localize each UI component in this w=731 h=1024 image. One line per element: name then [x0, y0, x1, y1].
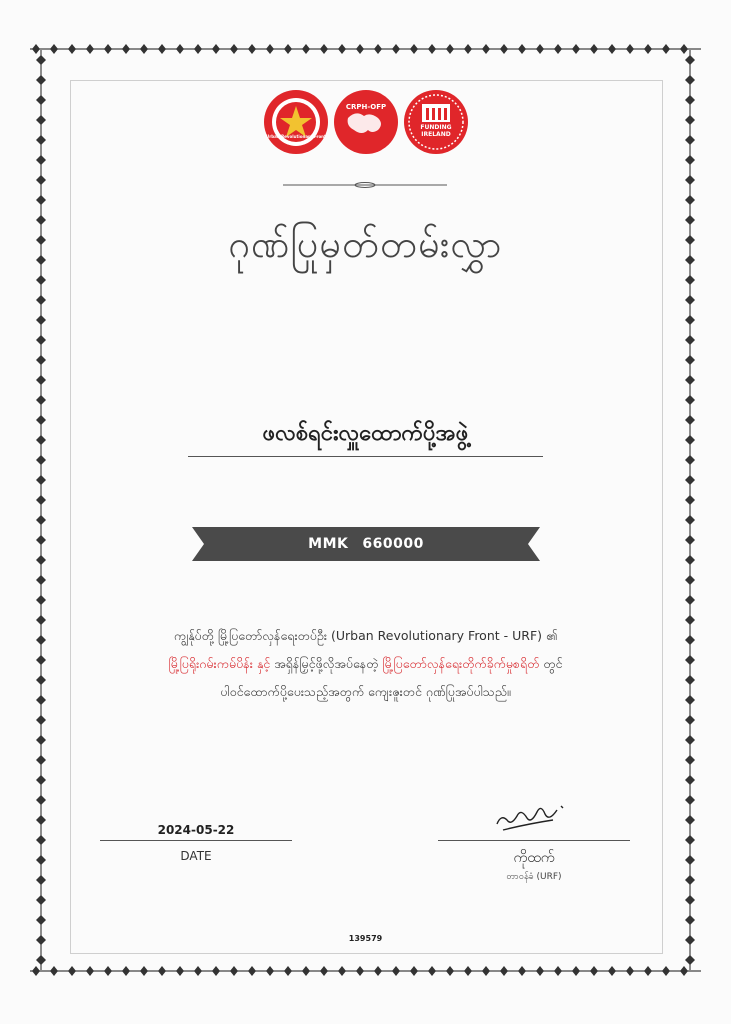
border-diamond: [685, 655, 695, 665]
border-diamond: [248, 44, 256, 54]
border-diamond: [428, 966, 436, 976]
border-diamond: [36, 735, 46, 745]
border-diamond: [36, 875, 46, 885]
border-diamond: [104, 966, 112, 976]
amount-currency: MMK: [308, 536, 349, 552]
border-diamond: [685, 275, 695, 285]
border-diamond: [685, 915, 695, 925]
border-diamond: [572, 44, 580, 54]
signer-name: ကိုထက်: [513, 850, 555, 866]
border-diamond: [608, 44, 616, 54]
border-diamond: [500, 44, 508, 54]
campaign-name: မြို့ပြရိုးဂမ်းကမ်ပိန်း နှင့်: [168, 656, 271, 671]
border-diamond: [36, 455, 46, 465]
border-diamond: [685, 315, 695, 325]
border-diamond: [194, 966, 202, 976]
border-diamond: [685, 375, 695, 385]
border-diamond: [266, 44, 274, 54]
border-diamond: [338, 966, 346, 976]
border-diamond: [284, 44, 292, 54]
border-diamond: [685, 835, 695, 845]
border-diamond: [685, 955, 695, 965]
border-diamond: [36, 495, 46, 505]
border-diamond: [685, 455, 695, 465]
border-diamond: [36, 115, 46, 125]
border-diamond: [36, 575, 46, 585]
border-diamond: [518, 44, 526, 54]
body-line-1: ကျွန်ုပ်တို့ မြို့ပြတော်လှန်ရေးတပ်ဦး (Urban Revolutionary Front - URF) ၏: [173, 628, 558, 643]
border-diamond: [36, 855, 46, 865]
border-diamond: [685, 695, 695, 705]
border-diamond: [36, 335, 46, 345]
border-diamond: [36, 155, 46, 165]
serial-number: 139579: [348, 934, 383, 943]
border-diamond: [36, 95, 46, 105]
border-diamond: [68, 44, 76, 54]
border-diamond: [158, 44, 166, 54]
border-diamond: [374, 966, 382, 976]
border-diamond: [685, 75, 695, 85]
border-diamond: [122, 966, 130, 976]
body-line-2-end: တွင်: [539, 656, 563, 671]
border-diamond: [36, 435, 46, 445]
border-diamond: [685, 775, 695, 785]
border-diamond: [86, 44, 94, 54]
funding-ireland-caption: FUNDING IRELAND: [420, 124, 452, 138]
border-diamond: [50, 966, 58, 976]
border-diamond: [36, 75, 46, 85]
border-diamond: [36, 295, 46, 305]
border-diamond: [36, 955, 46, 965]
border-diamond: [482, 44, 490, 54]
left-ornamental-border: [34, 50, 48, 970]
border-diamond: [36, 815, 46, 825]
border-diamond: [36, 475, 46, 485]
border-diamond: [36, 535, 46, 545]
border-diamond: [644, 44, 652, 54]
amount-label: [192, 527, 540, 561]
border-diamond: [176, 44, 184, 54]
border-diamond: [320, 44, 328, 54]
border-diamond: [685, 735, 695, 745]
date-value: 2024-05-22: [157, 823, 235, 837]
recipient-name: ဖလစ်ရင်းလှူထောက်ပို့အဖွဲ့: [262, 421, 469, 446]
border-diamond: [685, 95, 695, 105]
border-diamond: [685, 135, 695, 145]
border-diamond: [685, 295, 695, 305]
body-line-3: ပါဝင်ထောက်ပို့ပေးသည့်အတွက် ကျေးဇူးတင် ဂုဏ်ပြုအပ်ပါသည်။: [220, 684, 511, 699]
border-diamond: [685, 815, 695, 825]
border-diamond: [685, 615, 695, 625]
urf-logo-caption: Urban Revolutionary Front: [266, 134, 326, 139]
border-diamond: [685, 675, 695, 685]
signature: [487, 794, 577, 836]
funding-ireland-logo: [404, 90, 468, 154]
border-diamond: [302, 966, 310, 976]
border-diamond: [36, 375, 46, 385]
border-diamond: [338, 44, 346, 54]
border-diamond: [36, 755, 46, 765]
border-diamond: [464, 966, 472, 976]
border-diamond: [36, 55, 46, 65]
border-diamond: [36, 275, 46, 285]
border-diamond: [212, 44, 220, 54]
border-diamond: [590, 966, 598, 976]
border-diamond: [626, 966, 634, 976]
signature-underline: [438, 840, 630, 841]
border-diamond: [685, 575, 695, 585]
border-diamond: [685, 715, 695, 725]
border-diamond: [685, 175, 695, 185]
date-underline: [100, 840, 292, 841]
border-diamond: [36, 175, 46, 185]
border-diamond: [685, 395, 695, 405]
border-diamond: [685, 795, 695, 805]
border-diamond: [608, 966, 616, 976]
border-diamond: [122, 44, 130, 54]
border-diamond: [36, 915, 46, 925]
border-diamond: [230, 44, 238, 54]
border-diamond: [194, 44, 202, 54]
border-diamond: [36, 635, 46, 645]
border-diamond: [86, 966, 94, 976]
border-diamond: [685, 155, 695, 165]
border-diamond: [482, 966, 490, 976]
border-diamond: [36, 315, 46, 325]
border-diamond: [140, 44, 148, 54]
border-diamond: [50, 44, 58, 54]
bottom-ornamental-border: [30, 964, 701, 978]
border-diamond: [68, 966, 76, 976]
border-diamond: [230, 966, 238, 976]
border-diamond: [320, 966, 328, 976]
border-diamond: [36, 415, 46, 425]
expense-name: မြို့ပြတော်လှန်ရေးတိုက်ခိုက်မှုစရိတ်: [382, 656, 540, 671]
border-diamond: [36, 675, 46, 685]
border-diamond: [36, 555, 46, 565]
border-diamond: [36, 695, 46, 705]
border-diamond: [572, 966, 580, 976]
urf-logo: [264, 90, 328, 154]
border-diamond: [685, 355, 695, 365]
border-diamond: [685, 335, 695, 345]
border-diamond: [36, 355, 46, 365]
right-ornamental-border: [683, 50, 697, 970]
body-line-2-mid: အရှိန်မြှင့်ဖို့လိုအပ်နေတဲ့: [270, 656, 383, 671]
border-diamond: [36, 775, 46, 785]
border-diamond: [685, 435, 695, 445]
border-diamond: [685, 475, 695, 485]
border-diamond: [685, 535, 695, 545]
border-diamond: [356, 966, 364, 976]
border-diamond: [685, 495, 695, 505]
border-diamond: [374, 44, 382, 54]
crph-ofp-logo: [334, 90, 398, 154]
border-diamond: [104, 44, 112, 54]
border-diamond: [464, 44, 472, 54]
border-diamond: [685, 555, 695, 565]
border-diamond: [140, 966, 148, 976]
border-diamond: [626, 44, 634, 54]
border-diamond: [500, 966, 508, 976]
border-diamond: [685, 595, 695, 605]
border-diamond: [554, 966, 562, 976]
border-diamond: [36, 595, 46, 605]
border-diamond: [662, 44, 670, 54]
border-diamond: [685, 895, 695, 905]
border-diamond: [685, 195, 695, 205]
border-diamond: [644, 966, 652, 976]
border-diamond: [685, 755, 695, 765]
border-diamond: [176, 966, 184, 976]
crph-ofp-caption: CRPH-OFP: [345, 103, 387, 111]
border-diamond: [36, 795, 46, 805]
border-diamond: [248, 966, 256, 976]
border-diamond: [266, 966, 274, 976]
border-diamond: [36, 395, 46, 405]
border-diamond: [36, 655, 46, 665]
border-diamond: [536, 966, 544, 976]
border-diamond: [410, 44, 418, 54]
border-diamond: [36, 715, 46, 725]
date-label: DATE: [180, 849, 212, 863]
border-diamond: [302, 44, 310, 54]
border-diamond: [36, 895, 46, 905]
border-diamond: [392, 966, 400, 976]
border-diamond: [554, 44, 562, 54]
border-diamond: [356, 44, 364, 54]
body-line-2: [80, 656, 651, 675]
border-diamond: [36, 135, 46, 145]
recipient-underline: [188, 456, 543, 457]
border-diamond: [685, 515, 695, 525]
amount-value: 660000: [362, 536, 424, 552]
border-diamond: [36, 195, 46, 205]
border-diamond: [685, 415, 695, 425]
border-diamond: [685, 115, 695, 125]
border-diamond: [685, 875, 695, 885]
border-diamond: [446, 44, 454, 54]
border-diamond: [662, 966, 670, 976]
border-diamond: [36, 835, 46, 845]
border-diamond: [428, 44, 436, 54]
border-diamond: [158, 966, 166, 976]
border-diamond: [392, 44, 400, 54]
title-divider-ornament: [283, 182, 447, 188]
border-diamond: [685, 635, 695, 645]
certificate-title: ဂုဏ်ပြုမှတ်တမ်းလွှာ: [228, 222, 503, 266]
border-diamond: [446, 966, 454, 976]
border-diamond: [36, 515, 46, 525]
border-diamond: [685, 55, 695, 65]
border-diamond: [410, 966, 418, 976]
border-diamond: [685, 855, 695, 865]
border-diamond: [284, 966, 292, 976]
border-diamond: [590, 44, 598, 54]
border-diamond: [212, 966, 220, 976]
border-diamond: [536, 44, 544, 54]
border-diamond: [36, 615, 46, 625]
signer-role: တာဝန်ခံ (URF): [506, 872, 562, 882]
border-diamond: [518, 966, 526, 976]
top-ornamental-border: [30, 42, 701, 56]
